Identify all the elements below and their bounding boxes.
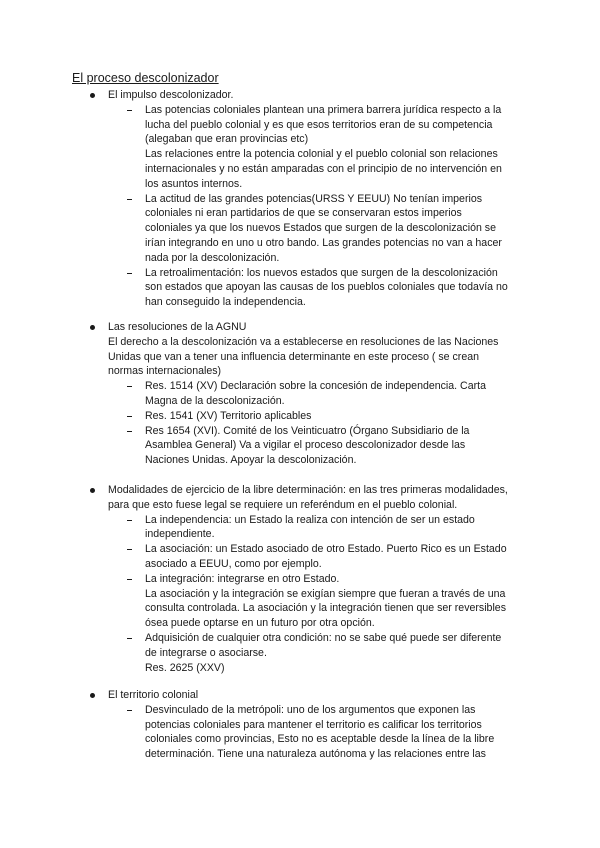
- list-item-line: Desvinculado de la metrópoli: uno de los argumentos que exponen las: [145, 703, 476, 716]
- bullet-icon: [90, 93, 95, 98]
- list-item-line: los asuntos internos.: [145, 177, 243, 190]
- list-item-line: determinación. Tiene una naturaleza autónoma y las relaciones entre las: [145, 748, 486, 761]
- bullet-icon: [90, 488, 95, 493]
- list-item-line: La retroalimentación: los nuevos estados que surgen de la descolonización: [145, 266, 498, 279]
- list-item-line: La asociación y la integración se exigían siempre que fueran a través de una: [145, 587, 506, 600]
- list-item-line: Asamblea General) Va a vigilar el proceso descolonizador desde las: [145, 439, 466, 452]
- list-item-line: Res 1654 (XVI). Comité de los Veinticuatro (Órgano Subsidiario de la: [145, 424, 470, 437]
- list-item-line: potencias coloniales para mantener el territorio es calificar los territorios: [145, 718, 482, 731]
- list-item-line: (alegaban que eran provincias etc): [145, 133, 309, 146]
- list-item-line: Res. 1541 (XV) Territorio aplicables: [145, 409, 312, 422]
- section-intro-line: Unidas que van a tener una influencia determinante en este proceso ( se crean: [108, 350, 480, 363]
- list-item-line: Res. 2625 (XXV): [145, 661, 225, 674]
- bullet-icon: [90, 693, 95, 698]
- list-item-line: coloniales ya que los nuevos Estados que surgen de la descolonización se: [145, 222, 497, 235]
- section-heading: El impulso descolonizador.: [108, 89, 234, 101]
- section-heading: El territorio colonial: [108, 689, 199, 701]
- document-title: El proceso descolonizador: [72, 71, 219, 85]
- dash-icon: [127, 416, 132, 417]
- dash-icon: [127, 638, 132, 639]
- dash-icon: [127, 710, 132, 711]
- list-item-line: Naciones Unidas. Apoyar la descolonización.: [145, 454, 357, 467]
- dash-icon: [127, 579, 132, 580]
- section-intro-line: para que esto fuese legal se requiere un referéndum en el pueblo colonial.: [108, 498, 458, 511]
- list-item-line: La asociación: un Estado asociado de otro Estado. Puerto Rico es un Estado: [145, 543, 507, 556]
- dash-icon: [127, 520, 132, 521]
- list-item-line: ósea puede optarse en un futuro por otra opción.: [145, 617, 375, 630]
- list-item-line: Las relaciones entre la potencia colonial y el pueblo colonial son relaciones: [145, 148, 498, 161]
- list-item-line: nada por la descolonización.: [145, 251, 280, 264]
- dash-icon: [127, 110, 132, 111]
- list-item-line: Magna de la descolonización.: [145, 395, 285, 407]
- list-item-line: son estados que apoyan las causas de los pueblos coloniales que todavía no: [145, 281, 508, 294]
- section-heading: Las resoluciones de la AGNU: [108, 321, 247, 333]
- list-item-line: asociado a EEUU, como por ejemplo.: [145, 558, 322, 570]
- bullet-icon: [90, 325, 95, 330]
- list-item-line: consulta controlada. La asociación y la integración tienen que ser reversibles: [145, 602, 506, 615]
- list-item-line: Adquisición de cualquier otra condición: no se sabe qué puede ser diferente: [145, 632, 502, 644]
- dash-icon: [127, 386, 132, 387]
- list-item-line: coloniales ni eran partidarios de que se conservaran estos imperios: [145, 207, 462, 220]
- list-item-line: La independencia: un Estado la realiza con intención de ser un estado: [145, 513, 475, 526]
- section-intro-line: El derecho a la descolonización va a establecerse en resoluciones de las Naciones: [108, 335, 499, 348]
- list-item-line: independiente.: [145, 528, 215, 541]
- section-heading: Modalidades de ejercicio de la libre determinación: en las tres primeras modalidades,: [108, 484, 508, 496]
- list-item-line: La actitud de las grandes potencias(URSS Y EEUU) No tenían imperios: [145, 192, 483, 205]
- dash-icon: [127, 273, 132, 274]
- list-item-line: Las potencias coloniales plantean una primera barrera jurídica respecto a la: [145, 103, 502, 116]
- list-item-line: internacionales y no están amparadas con el principio de no intervención en: [145, 163, 502, 175]
- list-item-line: de integrarse o asociarse.: [145, 646, 267, 659]
- dash-icon: [127, 431, 132, 432]
- section-intro-line: normas internacionales): [108, 365, 222, 378]
- list-item-line: La integración: integrarse en otro Estado.: [145, 572, 340, 585]
- list-item-line: Res. 1514 (XV) Declaración sobre la concesión de independencia. Carta: [145, 380, 486, 393]
- list-item-line: coloniales como provincias, Esto no es aceptable desde la línea de la libre: [145, 733, 495, 746]
- dash-icon: [127, 199, 132, 200]
- list-item-line: irían integrando en uno u otro bando. Las grandes potencias no van a hacer: [145, 237, 502, 249]
- list-item-line: han conseguido la independencia.: [145, 296, 306, 309]
- list-item-line: lucha del pueblo colonial y es que esos territorios eran de su competencia: [145, 118, 493, 131]
- dash-icon: [127, 549, 132, 550]
